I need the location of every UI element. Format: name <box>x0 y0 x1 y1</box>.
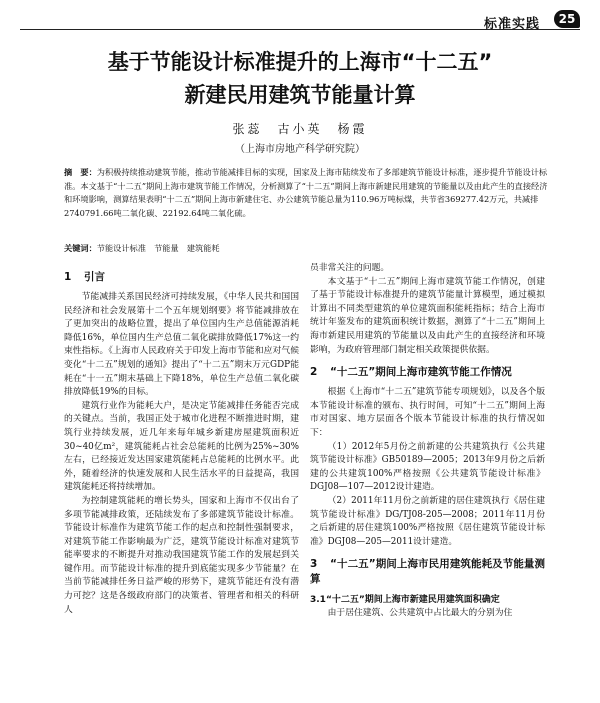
paragraph: 员非常关注的问题。 <box>310 263 390 273</box>
authors: 张蕊 古小英 杨霞 <box>232 122 368 136</box>
affiliation: （上海市房地产科学研究院） <box>235 144 365 155</box>
abstract <box>64 166 548 220</box>
article-title <box>20 46 580 112</box>
keywords-label: 关键词： <box>64 243 97 253</box>
section-2-title: “十二五”期间上海市建筑节能工作情况 <box>330 366 512 379</box>
section-1-number: 1 <box>64 271 72 283</box>
page-number: 25 <box>554 10 580 28</box>
section-3-title: “十二五”期间上海市民用建筑能耗及节能量测算 <box>310 558 545 586</box>
paragraph: 为控制建筑能耗的增长势头，国家和上海市不仅出台了多项节能减排政策，还陆续发布了多部建筑节能设计标准。节能设计标准作为建筑节能工作的起点和控制性强制要求，对建筑节能工作影响最为广泛，建筑节能设计标准对建筑节能率要求的不断提升对推动我国建筑节能工作的发展起到关键作用。而节能设计标准的提升到底能实现多少节能量？在当前节能减排任务日益严峻的形势下，建筑节能还有没有潜力可挖？这是各级政府部门的决策者、管理者和相关的科研人 <box>64 495 299 615</box>
left-column <box>64 262 299 617</box>
paragraph: 节能减排关系国民经济可持续发展，《中华人民共和国国民经济和社会发展第十二个五年规划纲要》将节能减排放在了更加突出的战略位置，提出了单位国内生产总值能源消耗降低16%，单位国内生产总值二氧化碳排放降低17%这一约束性指标。《上海市人民政府关于印发上海市节能和应对气候变化“十二五”规划的通知》提出了“十二五”期末万元GDP能耗在“十一五”期末基础上下降18%，单位生产总值二氧化碳排放降低19%的目标。 <box>64 292 299 398</box>
abstract-text: 为积极持续推动建筑节能，推动节能减排目标的实现，国家及上海市陆续发布了多部建筑节能设计标准，逐步提升节能设计标准。本文基于“十二五”期间上海市建筑节能工作情况，分析测算了“十二五”期间上海市新建民用建筑的节能量以及由此产生的直接经济和环境影响，测算结果表明“十二五”期间上海市新建住宅、办公建筑节能总量为110.96万吨标煤，共节省369277.42万元，共减排2740791.66吨二氧化碳、22192.64吨二氧化硫。 <box>64 167 548 218</box>
paragraph: 由于居住建筑、公共建筑中占比最大的分别为住 <box>327 608 513 619</box>
section-3-1-heading: 3.1“十二五”期间上海市新建民用建筑面积确定 <box>310 595 500 606</box>
keywords-text: 节能设计标准 节能量 建筑能耗 <box>96 243 220 253</box>
section-1-heading <box>64 270 299 285</box>
right-column <box>310 262 545 621</box>
section-1-title: 引言 <box>84 271 105 283</box>
paragraph: 本文基于“十二五”期间上海市建筑节能工作情况，创建了基于节能设计标准提升的建筑节能量计算模型，通过模拟计算出不同类型建筑的单位建筑面积能耗指标；结合上海市统计年鉴发布的建筑面积统计数据，测算了“十二五”期间上海市新建民用建筑的节能量以及由此产生的直接经济和环境影响，为政府管理部门制定相关政策提供依据。 <box>310 276 545 355</box>
title-line-1: 基于节能设计标准提升的上海市“十二五” <box>107 50 493 74</box>
paragraph: （1）2012年5月份之前新建的公共建筑执行《公共建筑节能设计标准》GB50189—2005；2013年9月份之后新建的公共建筑100%严格按照《公共建筑节能设计标准》DGJ08—107—2012设计建造。 <box>310 441 545 493</box>
section-tag: 标准实践 <box>483 17 540 32</box>
section-2-heading <box>310 365 545 380</box>
section-3-heading <box>310 557 545 587</box>
section-2-number: 2 <box>310 366 318 379</box>
keywords <box>64 242 548 255</box>
section-3-number: 3 <box>310 558 318 571</box>
abstract-label: 摘 要： <box>64 167 97 177</box>
paragraph: 根据《上海市“十二五”建筑节能专项规划》，以及各个版本节能设计标准的颁布、执行时间，可知“十二五”期间上海市对国家、地方层面各个版本节能设计标准的执行情况如下： <box>310 387 545 438</box>
title-line-2: 新建民用建筑节能量计算 <box>184 83 416 107</box>
running-header <box>20 10 580 32</box>
paragraph: 建筑行业作为能耗大户，是决定节能减排任务能否完成的关键点。当前，我国正处于城市化进程不断推进时期，建筑行业持续发展，近几年来每年城乡新建房屋建筑面积近30~40亿m²，建筑能耗占社会总能耗的比例为25%~30%左右，已经接近发达国家建筑能耗占总能耗的比例水平。此外，随着经济的快速发展和人民生活水平的日益提高，我国建筑能耗还将持续增加。 <box>64 400 299 493</box>
paragraph: （2）2011年11月份之前新建的居住建筑执行《居住建筑节能设计标准》DG/TJ08-205—2008；2011年11月份之后新建的居住建筑100%严格按照《居住建筑节能设计标准》DGJ08—205—2011设计建造。 <box>310 495 545 547</box>
